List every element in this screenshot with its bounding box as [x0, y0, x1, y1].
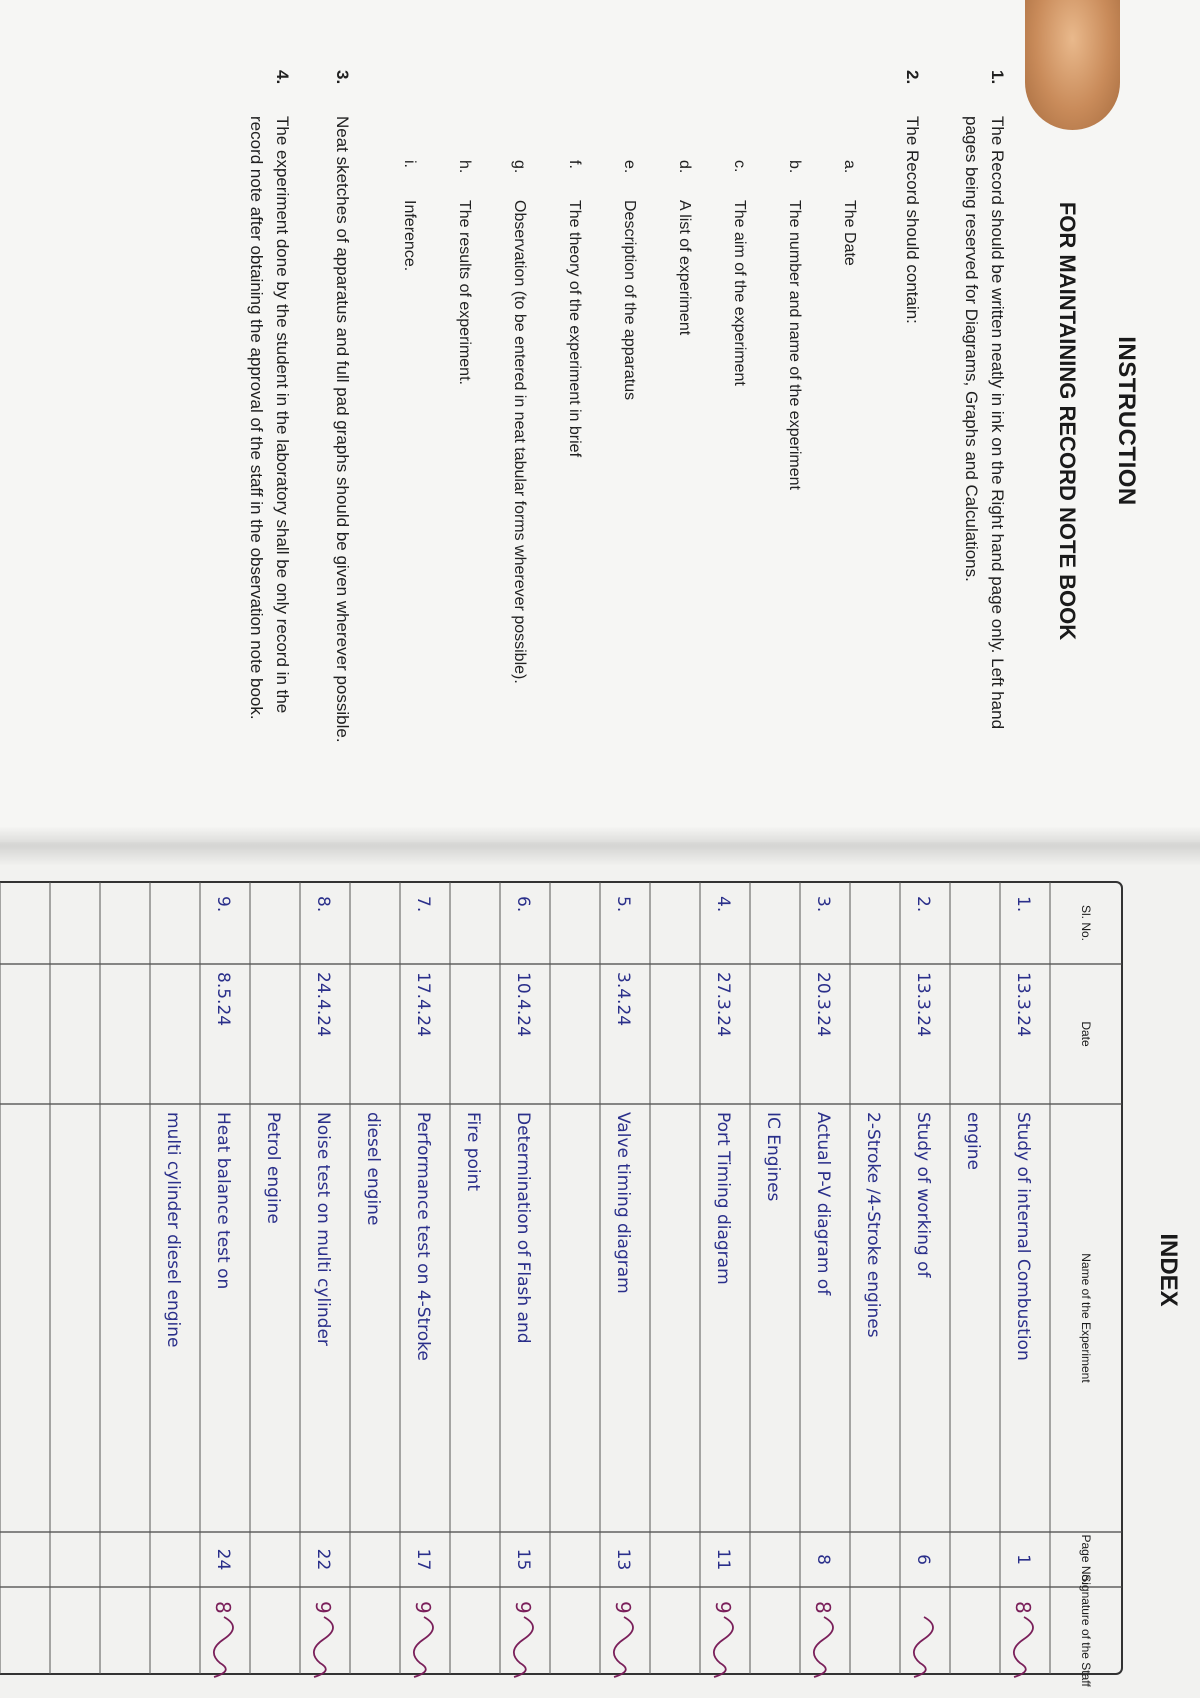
staff-signature-scribble [514, 1617, 533, 1677]
row-experiment-name: 2-Stroke /4-Stroke engines [863, 1112, 883, 1338]
row-page-no: 8 [813, 1554, 833, 1565]
row-experiment-name: Valve timing diagram [613, 1112, 633, 1294]
row-page-no: 17 [413, 1548, 433, 1571]
row-experiment-name: multi cylinder diesel engine [163, 1112, 183, 1348]
index-table-header [1079, 905, 1093, 1687]
index-row [611, 896, 635, 1677]
index-row [363, 896, 435, 1677]
record-content-i: i.Inference. [401, 160, 418, 272]
row-sl-no: 2. [913, 896, 933, 913]
row-sl-no: 3. [813, 896, 833, 913]
row-page-no: 11 [713, 1548, 733, 1571]
header-name-of-experiment: Name of the Experiment [1079, 1253, 1093, 1383]
row-marks: 8 [811, 1601, 835, 1614]
index-row [463, 896, 535, 1677]
row-experiment-name: Noise test on multi cylinder [313, 1112, 333, 1346]
record-content-a: a.The Date [841, 160, 858, 266]
row-experiment-name: diesel engine [363, 1112, 383, 1226]
row-date: 24.4.24 [313, 972, 333, 1037]
row-date: 13.3.24 [913, 972, 933, 1037]
row-experiment-name: Performance test on 4-Stroke [413, 1112, 433, 1361]
row-date: 10.4.24 [513, 972, 533, 1037]
header-signature-of-staff: Signature of the Staff [1079, 1574, 1093, 1687]
record-content-h: h.The results of experiment. [456, 160, 473, 385]
row-marks: 8 [211, 1601, 235, 1614]
row-experiment-name: Fire point [463, 1112, 483, 1192]
row-experiment-name: Actual P-V diagram of [813, 1112, 833, 1296]
staff-signature-scribble [314, 1617, 333, 1677]
index-row [263, 896, 335, 1677]
row-page-no: 15 [513, 1548, 533, 1571]
row-sl-no: 1. [1013, 896, 1033, 913]
instruction-item-2: 2.The Record should contain: [903, 70, 922, 324]
record-content-g: g.Observation (to be entered in neat tabular forms wherever possible). [511, 160, 528, 684]
index-row [163, 896, 235, 1677]
staff-signature-scribble [614, 1617, 633, 1677]
row-marks: 9 [311, 1601, 335, 1614]
row-marks: 9 [411, 1601, 435, 1614]
row-experiment-name: Determination of Flash and [513, 1112, 533, 1344]
row-marks: 9 [511, 1601, 535, 1614]
index-table-rows [163, 896, 1035, 1677]
index-row [763, 896, 835, 1677]
row-experiment-name: Petrol engine [263, 1112, 283, 1224]
record-content-e: e.Description of the apparatus [621, 160, 638, 401]
index-row [863, 896, 933, 1677]
staff-signature-scribble [214, 1617, 233, 1677]
row-page-no: 24 [213, 1548, 233, 1571]
row-sl-no: 7. [413, 896, 433, 913]
row-date: 20.3.24 [813, 972, 833, 1037]
index-title: INDEX [1155, 1233, 1182, 1307]
index-row [711, 896, 735, 1677]
header-sl-no: Sl. No. [1079, 904, 1093, 942]
index-row [963, 896, 1035, 1677]
index-table [0, 842, 1200, 1698]
instruction-item-3: 3.Neat sketches of apparatus and full pad graphs should be given wherever possible. [333, 70, 352, 743]
record-content-f: f.The theory of the experiment in brief [566, 160, 583, 458]
row-sl-no: 4. [713, 896, 733, 913]
row-page-no: 22 [313, 1548, 333, 1571]
instruction-subheading: FOR MAINTAINING RECORD NOTE BOOK [1055, 201, 1080, 641]
row-sl-no: 6. [513, 896, 533, 913]
row-marks: 9 [611, 1601, 635, 1614]
row-sl-no: 9. [213, 896, 233, 913]
row-experiment-name: Study of internal Combustion [1013, 1112, 1033, 1361]
row-date: 8.5.24 [213, 972, 233, 1027]
instruction-page [0, 0, 1200, 842]
row-sl-no: 5. [613, 896, 633, 913]
row-experiment-name: Study of working of [913, 1112, 933, 1278]
row-experiment-name: engine [963, 1112, 983, 1170]
row-sl-no: 8. [313, 896, 333, 913]
record-content-c: c.The aim of the experiment [731, 160, 748, 386]
header-page-no: Page No. [1079, 1534, 1093, 1585]
row-marks: 9 [711, 1601, 735, 1614]
row-page-no: 6 [913, 1554, 933, 1565]
row-date: 13.3.24 [1013, 972, 1033, 1037]
row-experiment-name: Port Timing diagram [713, 1112, 733, 1285]
staff-signature-scribble [414, 1617, 433, 1677]
record-content-d: d.A list of experiment [676, 160, 693, 336]
row-page-no: 13 [613, 1548, 633, 1571]
row-experiment-name: Heat balance test on [213, 1112, 233, 1290]
staff-signature-scribble [1014, 1617, 1033, 1677]
staff-signature-scribble [714, 1617, 733, 1677]
staff-signature-scribble [914, 1617, 933, 1677]
instruction-heading: INSTRUCTION [1113, 336, 1140, 506]
instruction-item-1: 1.The Record should be written neatly in ink on the Right hand page only. Left hand pages being reserved for Diagrams, Graphs and Calculations. [961, 70, 1007, 730]
row-marks: 8 [1011, 1601, 1035, 1614]
staff-signature-scribble [814, 1617, 833, 1677]
instruction-item-4: 4.The experiment done by the student in the laboratory shall be only record in the record note after obtaining the approval of the staff in the observation note book. [246, 70, 292, 720]
row-experiment-name: IC Engines [763, 1112, 783, 1202]
row-page-no: 1 [1013, 1554, 1033, 1565]
row-date: 27.3.24 [713, 972, 733, 1037]
record-content-b: b.The number and name of the experiment [786, 160, 803, 490]
row-date: 3.4.24 [613, 972, 633, 1027]
header-date: Date [1079, 1021, 1093, 1047]
row-date: 17.4.24 [413, 972, 433, 1037]
